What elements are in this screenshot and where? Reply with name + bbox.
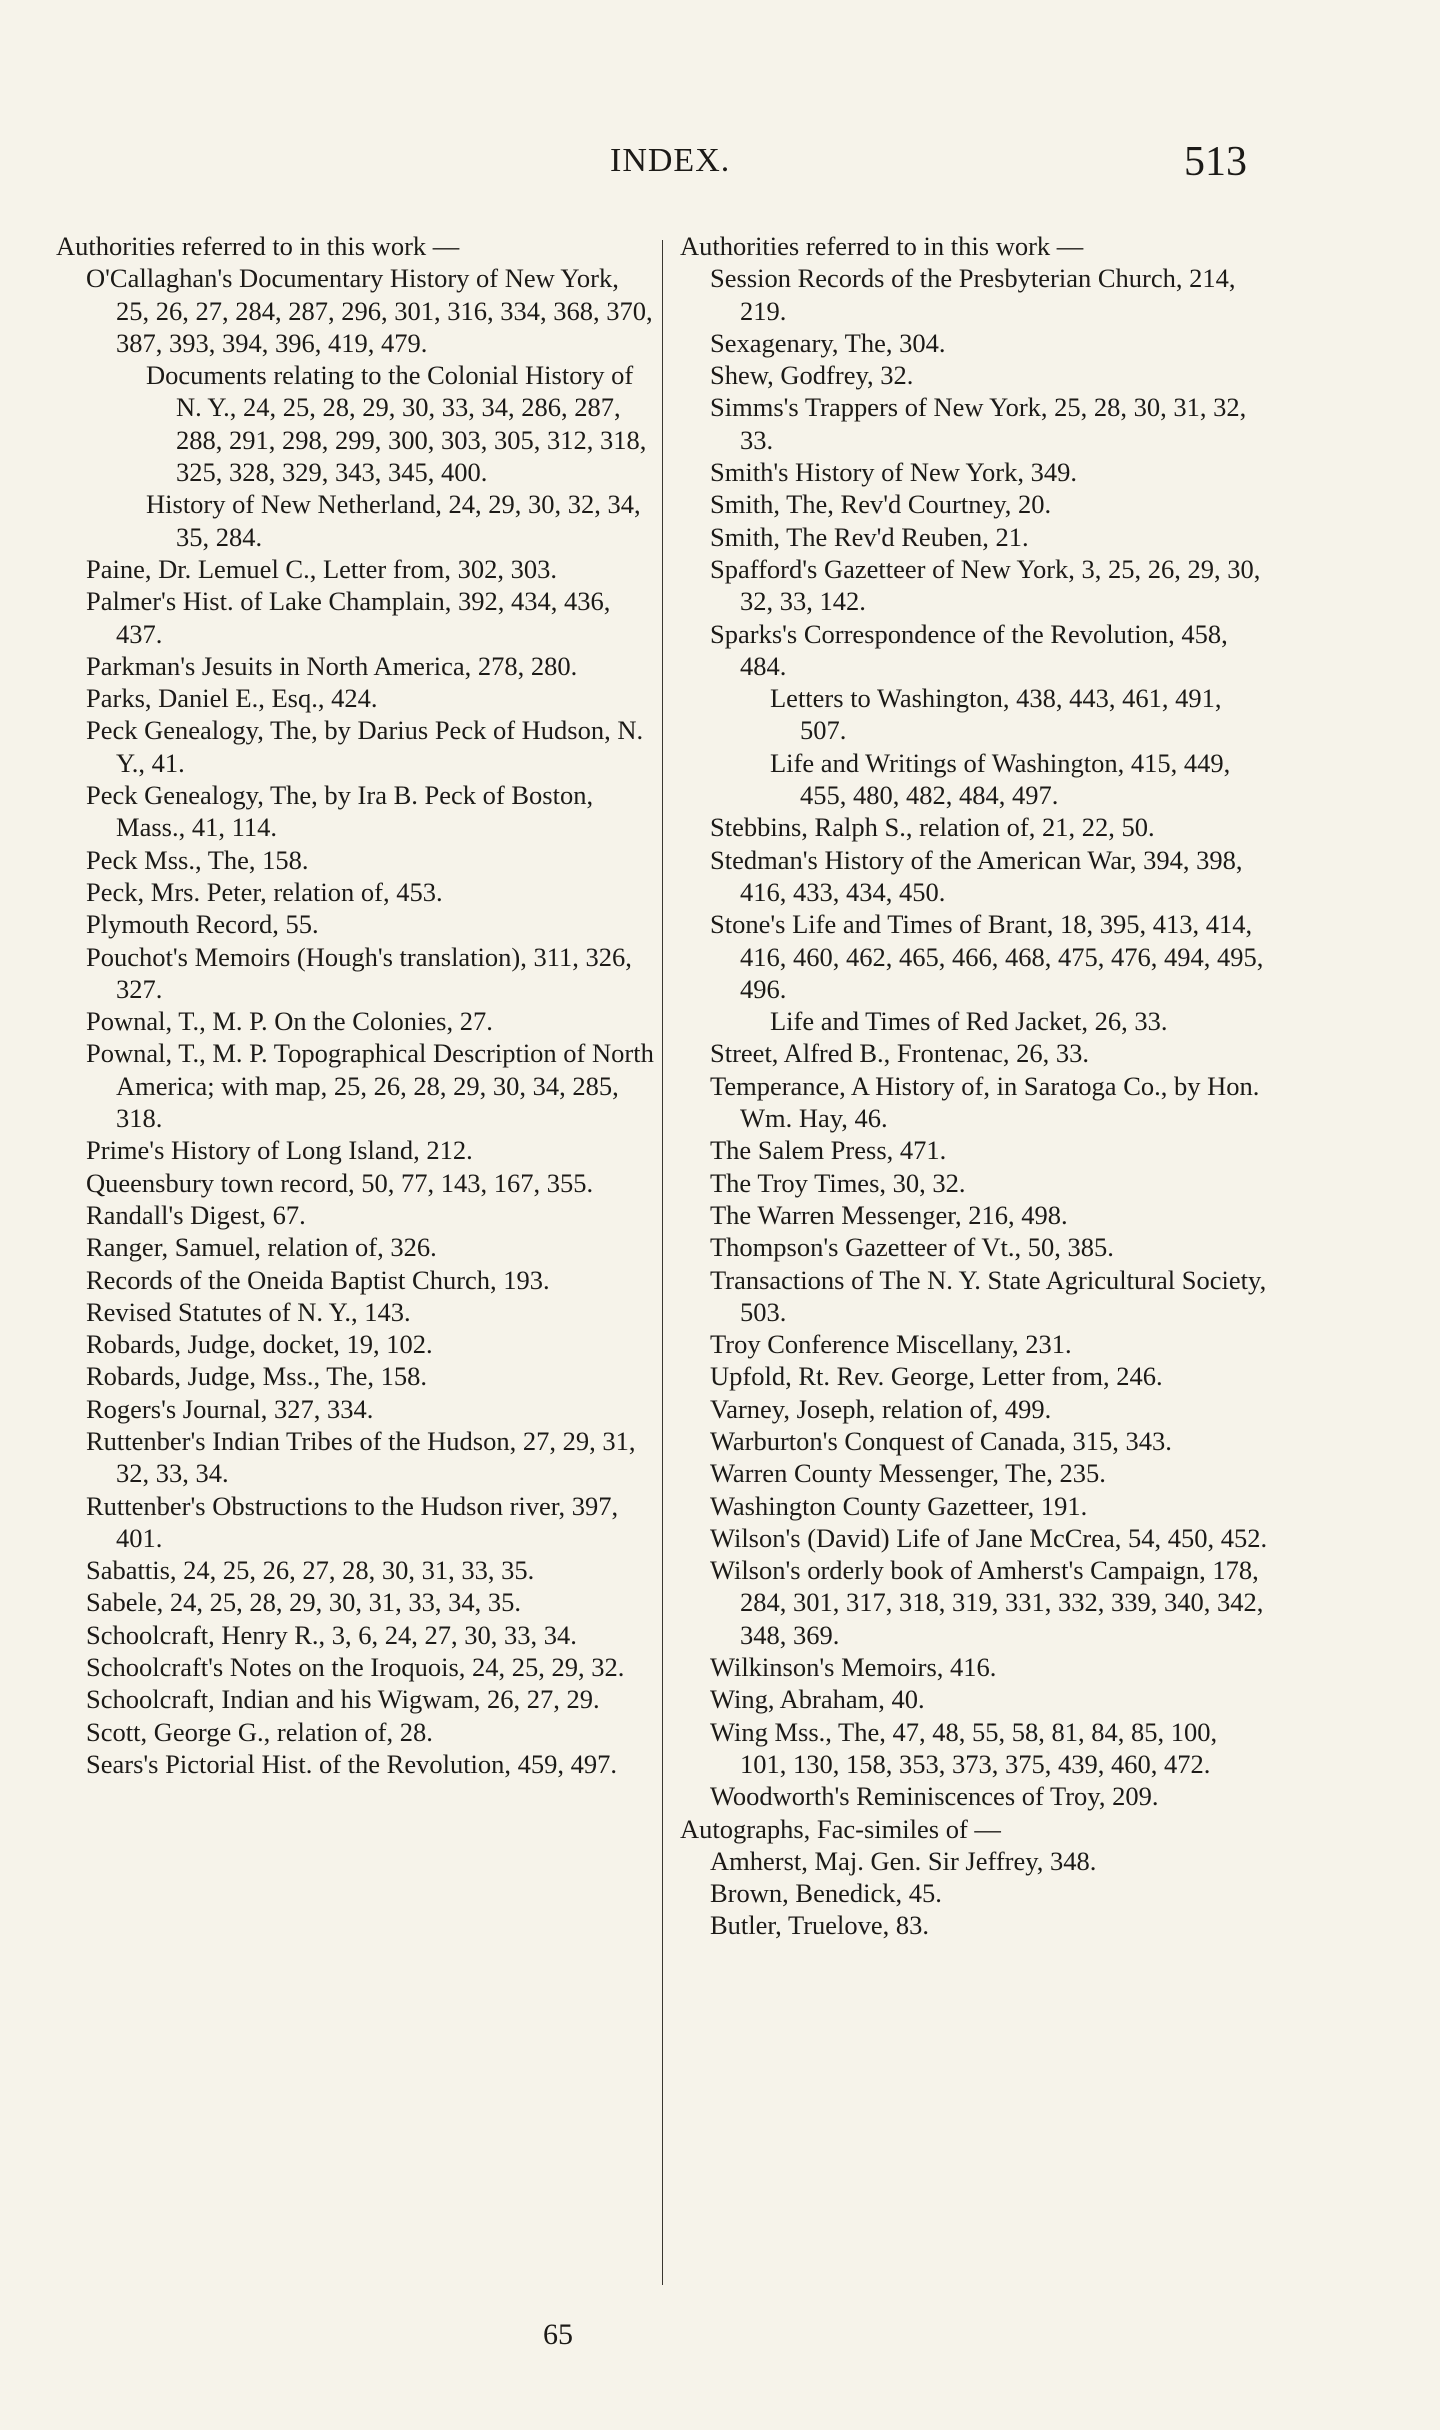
index-entry: Rogers's Journal, 327, 334.: [86, 1393, 374, 1424]
signature-mark: 65: [543, 2318, 573, 2351]
index-entry: Pownal, T., M. P. On the Colonies, 27.: [86, 1006, 493, 1037]
index-entry: Sabattis, 24, 25, 26, 27, 28, 30, 31, 33, 35.: [86, 1555, 535, 1586]
index-entry: Revised Statutes of N. Y., 143.: [86, 1296, 411, 1327]
index-entry: Washington County Gazetteer, 191.: [710, 1490, 1088, 1521]
index-heading: Authorities referred to in this work —: [56, 231, 460, 261]
index-entry: Wilson's orderly book of Amherst's Campaign, 178, 284, 301, 317, 318, 319, 331, 332, 339, 340, 342, 348, 369.: [710, 1555, 1264, 1650]
index-entry: Thompson's Gazetteer of Vt., 50, 385.: [710, 1232, 1114, 1263]
index-entry: Spafford's Gazetteer of New York, 3, 25, 26, 29, 30, 32, 33, 142.: [710, 553, 1261, 617]
index-entry: Parkman's Jesuits in North America, 278, 280.: [86, 650, 578, 681]
index-entry: Schoolcraft, Indian and his Wigwam, 26, 27, 29.: [86, 1684, 600, 1715]
index-entry: Sabele, 24, 25, 28, 29, 30, 31, 33, 34, 35.: [86, 1587, 522, 1618]
index-entry: Parks, Daniel E., Esq., 424.: [86, 683, 378, 714]
index-entry: Troy Conference Miscellany, 231.: [710, 1329, 1072, 1360]
index-entry: Amherst, Maj. Gen. Sir Jeffrey, 348.: [710, 1845, 1097, 1876]
index-entry: Wilkinson's Memoirs, 416.: [710, 1652, 997, 1683]
column-divider: [662, 240, 663, 2285]
index-entry: Sears's Pictorial Hist. of the Revolution, 459, 497.: [86, 1748, 618, 1779]
index-left-column: [56, 230, 656, 1780]
index-sub: Letters to Washington, 438, 443, 461, 491, 507.: [770, 683, 1222, 746]
page-number: 513: [1184, 139, 1247, 185]
index-entry: Paine, Dr. Lemuel C., Letter from, 302, 303.: [86, 553, 558, 584]
index-entry: Stedman's History of the American War, 394, 398, 416, 433, 434, 450.: [710, 844, 1243, 907]
index-entry: Simms's Trappers of New York, 25, 28, 30, 31, 32, 33.: [710, 392, 1247, 455]
index-right-column: [680, 230, 1270, 1942]
index-entry: Stone's Life and Times of Brant, 18, 395, 413, 414, 416, 460, 462, 465, 466, 468, 475, 476, 494, 495, 496.: [710, 909, 1264, 1004]
index-entry: Session Records of the Presbyterian Church, 214, 219.: [710, 263, 1236, 326]
index-entry: Prime's History of Long Island, 212.: [86, 1135, 473, 1166]
index-entry: Butler, Truelove, 83.: [710, 1910, 930, 1941]
index-entry: Smith, The, Rev'd Courtney, 20.: [710, 489, 1052, 520]
index-entry: Stebbins, Ralph S., relation of, 21, 22, 50.: [710, 812, 1155, 843]
index-entry: Warburton's Conquest of Canada, 315, 343.: [710, 1425, 1172, 1456]
index-entry: Schoolcraft's Notes on the Iroquois, 24, 25, 29, 32.: [86, 1652, 625, 1683]
index-entry: The Troy Times, 30, 32.: [710, 1167, 966, 1198]
index-entry: Warren County Messenger, The, 235.: [710, 1458, 1106, 1489]
index-entry: Upfold, Rt. Rev. George, Letter from, 246.: [710, 1361, 1163, 1392]
index-heading: Autographs, Fac-similes of —: [680, 1813, 1001, 1844]
index-entry: Peck Genealogy, The, by Ira B. Peck of Boston, Mass., 41, 114.: [86, 780, 594, 843]
index-entry: Wilson's (David) Life of Jane McCrea, 54, 450, 452.: [710, 1522, 1268, 1553]
index-entry: The Salem Press, 471.: [710, 1135, 947, 1166]
index-entry: Scott, George G., relation of, 28.: [86, 1716, 433, 1747]
index-entry: Queensbury town record, 50, 77, 143, 167, 355.: [86, 1167, 594, 1198]
index-entry: Varney, Joseph, relation of, 499.: [710, 1393, 1052, 1424]
index-entry: Robards, Judge, docket, 19, 102.: [86, 1329, 433, 1360]
index-sub: Life and Times of Red Jacket, 26, 33.: [770, 1006, 1168, 1037]
index-entry: Schoolcraft, Henry R., 3, 6, 24, 27, 30, 33, 34.: [86, 1619, 577, 1650]
index-entry: Records of the Oneida Baptist Church, 193.: [86, 1264, 550, 1295]
index-entry: Peck Genealogy, The, by Darius Peck of Hudson, N. Y., 41.: [86, 715, 644, 778]
index-sub: History of New Netherland, 24, 29, 30, 32, 34, 35, 284.: [146, 489, 641, 552]
index-sub: Documents relating to the Colonial History of N. Y., 24, 25, 28, 29, 30, 33, 34, 286, 287, 288, 291, 298, 299, 300, 303, 305, 312, 318, 325, 328, 329, 343, 345, 400.: [146, 360, 647, 488]
index-entry: Temperance, A History of, in Saratoga Co., by Hon. Wm. Hay, 46.: [710, 1070, 1260, 1134]
index-entry: Smith's History of New York, 349.: [710, 457, 1077, 488]
index-entry: Smith, The Rev'd Reuben, 21.: [710, 521, 1029, 552]
index-entry: O'Callaghan's Documentary History of New York, 25, 26, 27, 284, 287, 296, 301, 316, 334, 368, 370, 387, 393, 394, 396, 419, 479.: [86, 263, 653, 358]
index-entry: Sexagenary, The, 304.: [710, 327, 946, 358]
index-entry: Wing Mss., The, 47, 48, 55, 58, 81, 84, 85, 100, 101, 130, 158, 353, 373, 375, 439, 460, 472.: [710, 1716, 1218, 1779]
index-entry: Robards, Judge, Mss., The, 158.: [86, 1361, 428, 1392]
index-entry: Randall's Digest, 67.: [86, 1199, 306, 1230]
index-entry: Palmer's Hist. of Lake Champlain, 392, 434, 436, 437.: [86, 586, 611, 649]
index-entry: Sparks's Correspondence of the Revolution, 458, 484.: [710, 618, 1228, 681]
index-heading: Authorities referred to in this work —: [680, 231, 1084, 261]
index-entry: Pownal, T., M. P. Topographical Description of North America; with map, 25, 26, 28, 29, 30, 34, 285, 318.: [86, 1038, 654, 1134]
index-sub: Life and Writings of Washington, 415, 449, 455, 480, 482, 484, 497.: [770, 747, 1231, 811]
index-entry: Ruttenber's Indian Tribes of the Hudson, 27, 29, 31, 32, 33, 34.: [86, 1425, 636, 1489]
index-entry: Woodworth's Reminiscences of Troy, 209.: [710, 1781, 1159, 1812]
index-entry: Transactions of The N. Y. State Agricultural Society, 503.: [710, 1264, 1267, 1327]
index-entry: The Warren Messenger, 216, 498.: [710, 1199, 1068, 1230]
page-header-title: INDEX.: [610, 142, 731, 179]
index-entry: Shew, Godfrey, 32.: [710, 360, 914, 391]
index-entry: Brown, Benedick, 45.: [710, 1878, 942, 1909]
index-entry: Street, Alfred B., Frontenac, 26, 33.: [710, 1038, 1090, 1069]
index-entry: Peck Mss., The, 158.: [86, 844, 309, 875]
index-entry: Plymouth Record, 55.: [86, 909, 319, 940]
index-entry: Wing, Abraham, 40.: [710, 1684, 925, 1715]
index-entry: Peck, Mrs. Peter, relation of, 453.: [86, 876, 443, 907]
index-entry: Pouchot's Memoirs (Hough's translation), 311, 326, 327.: [86, 941, 632, 1004]
index-entry: Ruttenber's Obstructions to the Hudson river, 397, 401.: [86, 1490, 619, 1553]
index-entry: Ranger, Samuel, relation of, 326.: [86, 1232, 437, 1263]
